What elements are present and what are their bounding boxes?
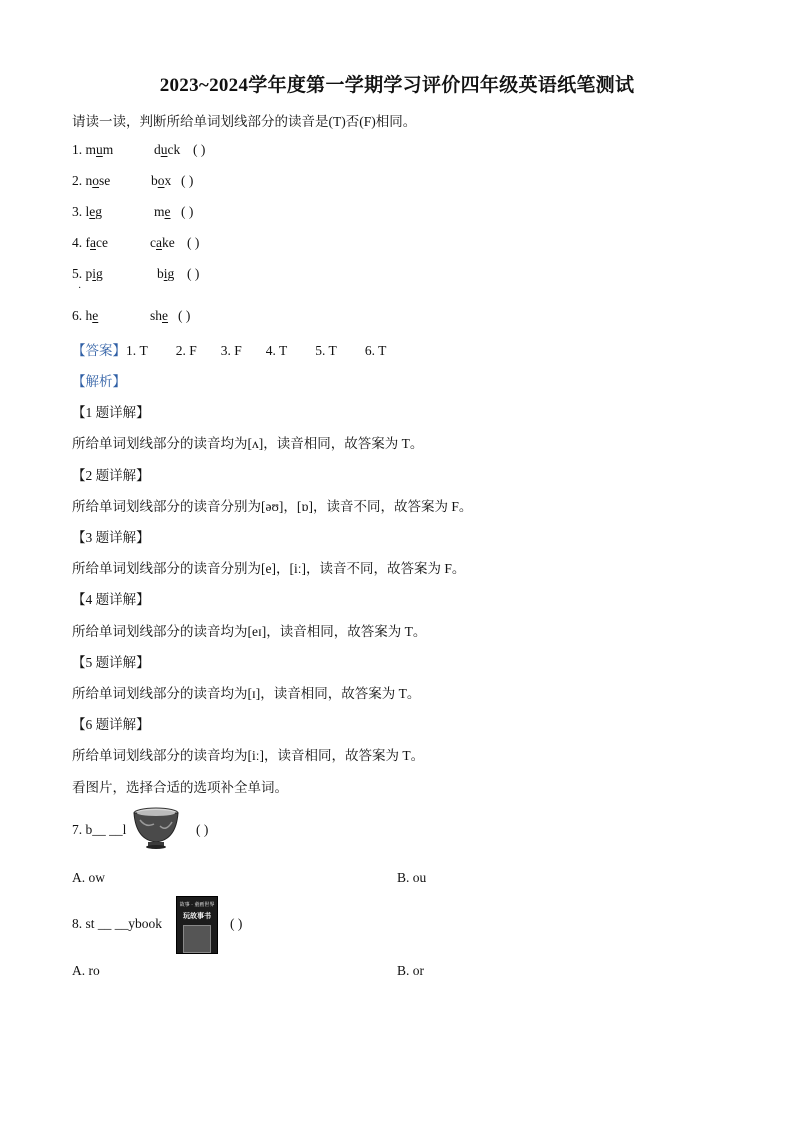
option-a[interactable]: A. ow: [72, 870, 105, 885]
detail-text: 所给单词划线部分的读音分别为[e]，[iː]，读音不同，故答案为 F。: [72, 561, 466, 576]
instruction-2: 看图片，选择合适的选项补全单词。: [72, 780, 288, 795]
answer-row: 【答案】1. T 2. F 3. F 4. T 5. T 6. T: [72, 343, 387, 358]
list-item-word2: me: [154, 204, 171, 219]
detail-text: 所给单词划线部分的读音分别为[əʊ]，[ɒ]，读音不同，故答案为 F。: [72, 499, 473, 514]
list-item-word2: duck: [154, 142, 181, 157]
list-item: 2. nose: [72, 173, 111, 188]
answer-label: 【答案】: [72, 343, 126, 358]
answer-blank[interactable]: ( ): [230, 916, 243, 931]
page-title: 2023~2024学年度第一学期学习评价四年级英语纸笔测试: [159, 75, 635, 96]
answer-blank[interactable]: ( ): [193, 142, 206, 157]
answer-blank[interactable]: ( ): [181, 173, 194, 188]
list-item-word2: big: [157, 266, 175, 281]
option-b[interactable]: B. ou: [397, 870, 427, 885]
bowl-image: [132, 806, 180, 852]
list-item: 6. he: [72, 308, 99, 323]
detail-text: 所给单词划线部分的读音均为[eɪ]，读音相同，故答案为 T。: [72, 624, 427, 639]
detail-heading: 【1 题详解】: [72, 405, 150, 420]
stray-dot: ·: [78, 283, 82, 294]
detail-heading: 【3 题详解】: [72, 530, 150, 545]
answer-blank[interactable]: ( ): [196, 822, 209, 837]
answer-blank[interactable]: ( ): [178, 308, 191, 323]
instruction-1: 请读一读，判断所给单词划线部分的读音是(T)否(F)相同。: [72, 114, 417, 129]
option-a[interactable]: A. ro: [72, 963, 100, 978]
list-item: 1. mum: [72, 142, 114, 157]
detail-heading: 【5 题详解】: [72, 655, 150, 670]
option-b[interactable]: B. or: [397, 963, 424, 978]
list-item-word2: box: [151, 173, 172, 188]
question-8-stem: 8. st __ __ybook: [72, 916, 163, 931]
answer-blank[interactable]: ( ): [181, 204, 194, 219]
detail-text: 所给单词划线部分的读音均为[iː]，读音相同，故答案为 T。: [72, 748, 425, 763]
detail-heading: 【4 题详解】: [72, 592, 150, 607]
list-item: 3. leg: [72, 204, 103, 219]
answer-blank[interactable]: ( ): [187, 235, 200, 250]
list-item-word2: she: [150, 308, 169, 323]
question-7-stem: 7. b__ __l: [72, 822, 127, 837]
detail-text: 所给单词划线部分的读音均为[ɪ]，读音相同，故答案为 T。: [72, 686, 421, 701]
list-item: 4. face: [72, 235, 108, 250]
analysis-label: 【解析】: [72, 374, 126, 389]
answer-blank[interactable]: ( ): [187, 266, 200, 281]
detail-heading: 【2 题详解】: [72, 468, 150, 483]
storybook-image: 故事 · 童画世界 玩故事书: [176, 896, 218, 954]
list-item: 5. pig: [72, 266, 103, 281]
list-item-word2: cake: [150, 235, 175, 250]
detail-text: 所给单词划线部分的读音均为[ʌ]，读音相同，故答案为 T。: [72, 436, 424, 451]
detail-heading: 【6 题详解】: [72, 717, 150, 732]
